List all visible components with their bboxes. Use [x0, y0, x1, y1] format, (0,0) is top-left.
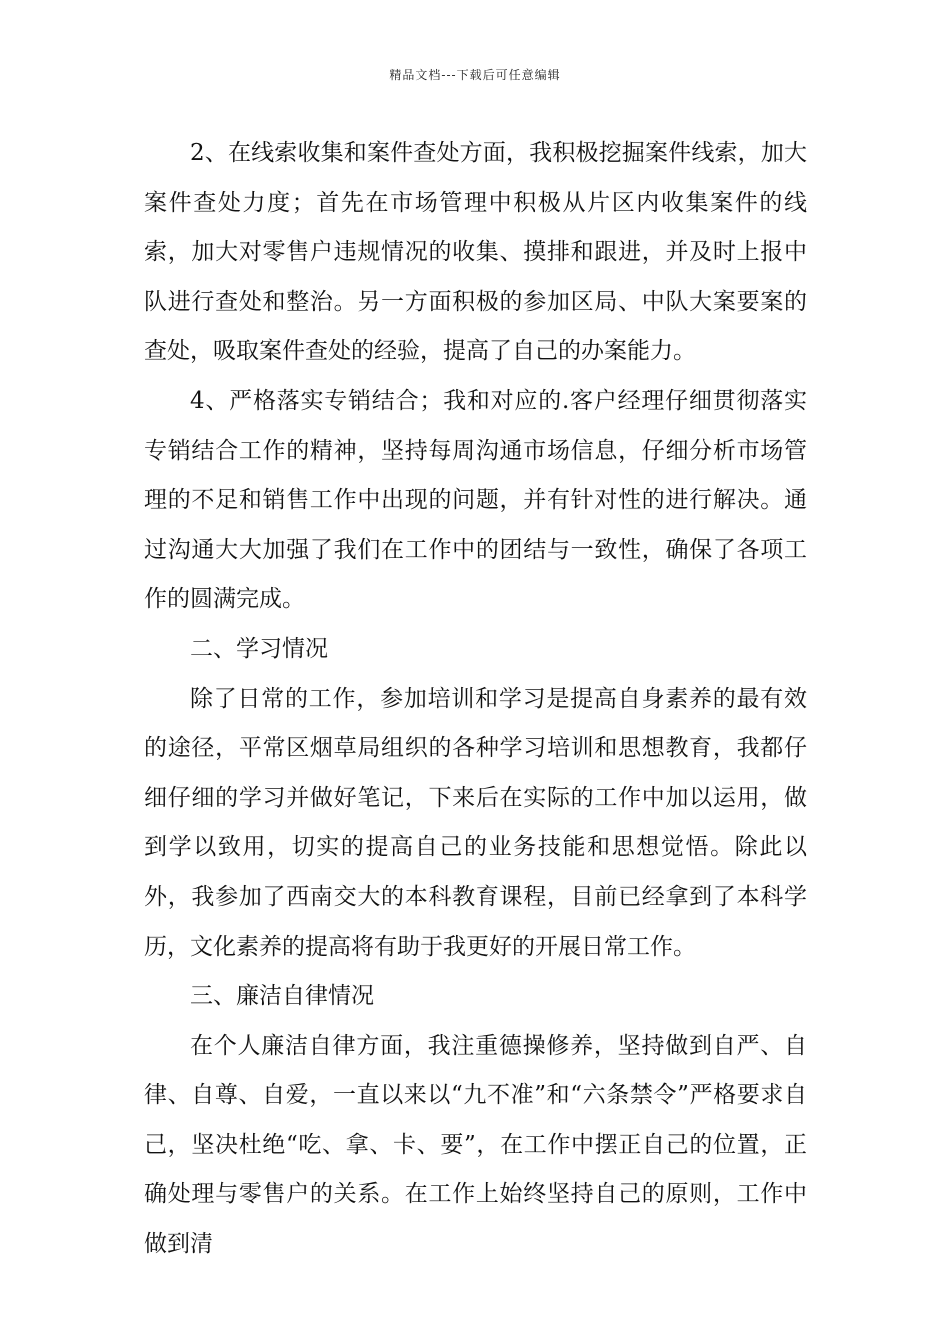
- paragraph-study: 除了日常的工作，参加培训和学习是提高自身素养的最有效的途径，平常区烟草局组织的各种学习培训和思想教育，我都仔细仔细的学习并做好笔记，下来后在实际的工作中加以运用，做到学以致用，切实的提高自己的业务技能和思想觉悟。除此以外，我参加了西南交大的本科教育课程，目前已经拿到了本科学历，文化素养的提高将有助于我更好的开展日常工作。: [144, 685, 807, 960]
- paragraph-case-investigation: 2、在线索收集和案件查处方面，我积极挖掘案件线索，加大案件查处力度；首先在市场管理中积极从片区内收集案件的线索，加大对零售户违规情况的收集、摸排和跟进，并及时上报中队进行查处和整治。另一方面积极的参加区局、中队大案要案的查处，吸取案件查处的经验，提高了自己的办案能力。: [144, 140, 807, 365]
- paragraph-sales-coordination: 4、严格落实专销结合；我和对应的.客户经理仔细贯彻落实专销结合工作的精神，坚持每周沟通市场信息，仔细分析市场管理的不足和销售工作中出现的问题，并有针对性的进行解决。通过沟通大大加强了我们在工作中的团结与一致性，确保了各项工作的圆满完成。: [144, 387, 807, 613]
- section-heading-study: 二、学习情况: [190, 635, 328, 662]
- page-header: 精品文档---下载后可任意编辑: [389, 68, 561, 82]
- paragraph-integrity: 在个人廉洁自律方面，我注重德操修养，坚持做到自严、自律、自尊、自爱，一直以来以“九不准”和“六条禁令”严格要求自己，坚决杜绝“吃、拿、卡、要”，在工作中摆正自己的位置，正确处理与零售户的关系。在工作上始终坚持自己的原则，工作中做到清: [144, 1032, 807, 1258]
- document-body: [144, 129, 807, 1270]
- section-heading-integrity: 三、廉洁自律情况: [190, 983, 374, 1010]
